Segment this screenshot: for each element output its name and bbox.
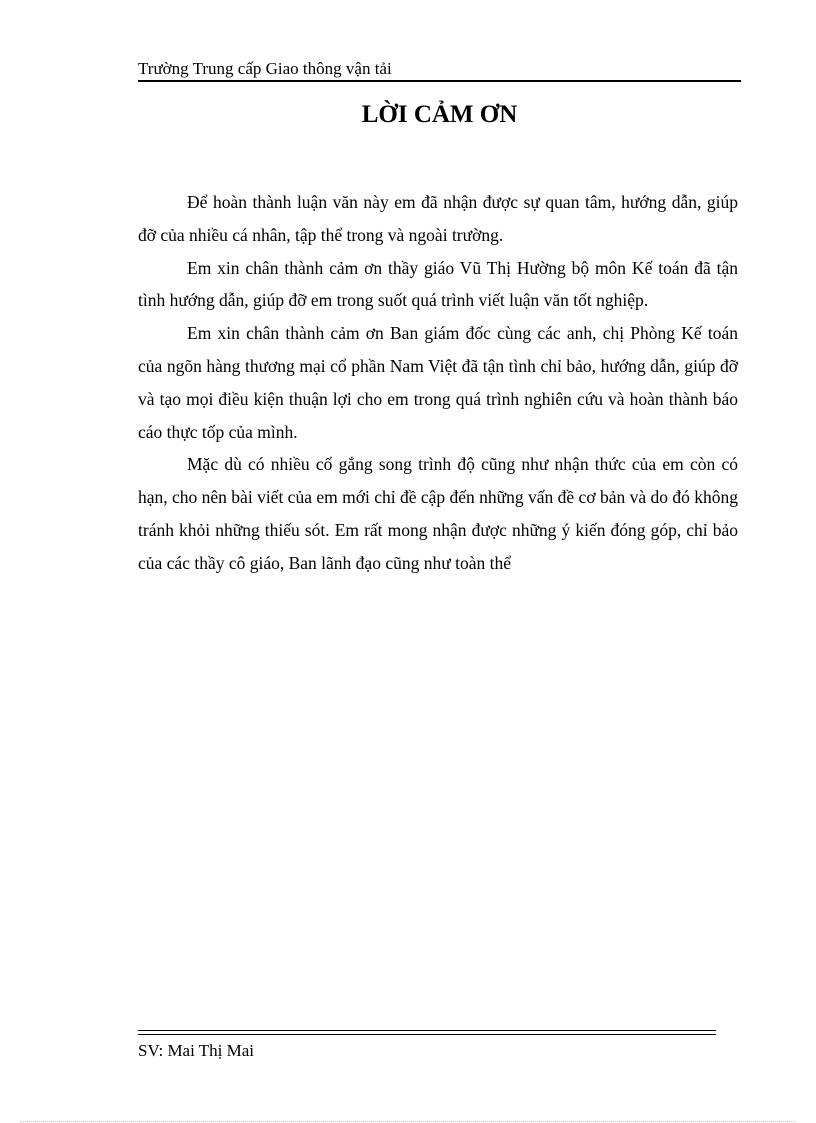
paragraph: Mặc dù có nhiều cố gắng song trình độ cũng như nhận thức của em còn có hạn, cho nên bài viết của em mới chỉ đề cập đến những vấn đề cơ bản và do đó không tránh khỏi những thiếu sót. Em rất mong nhận được những ý kiến đóng góp, chỉ bảo của các thầy cô giáo, Ban lãnh đạo cũng như toàn thể (138, 454, 738, 573)
paragraph: Em xin chân thành cảm ơn Ban giám đốc cùng các anh, chị Phòng Kế toán của ngõn hàng thương mại cổ phần Nam Việt đã tận tình chỉ bảo, hướng dẫn, giúp đỡ và tạo mọi điều kiện thuận lợi cho em trong quá trình nghiên cứu và hoàn thành báo cáo thực tốp của mình. (138, 323, 738, 442)
header-school-name: Trường Trung cấp Giao thông vận tải (138, 59, 392, 78)
document-body (138, 186, 738, 580)
header-divider (138, 80, 741, 82)
paragraph: Để hoàn thành luận văn này em đã nhận được sự quan tâm, hướng dẫn, giúp đỡ của nhiều cá nhân, tập thể trong và ngoài trường. (138, 192, 738, 245)
footer-student-name: SV: Mai Thị Mai (138, 1041, 255, 1060)
page-title: LỜI CẢM ƠN (361, 101, 518, 128)
page-edge-divider (20, 1121, 796, 1122)
paragraph: Em xin chân thành cảm ơn thầy giáo Vũ Thị Hường bộ môn Kế toán đã tận tình hướng dẫn, giúp đỡ em trong suốt quá trình viết luận văn tốt nghiệp. (138, 257, 738, 311)
footer-divider (138, 1030, 716, 1035)
